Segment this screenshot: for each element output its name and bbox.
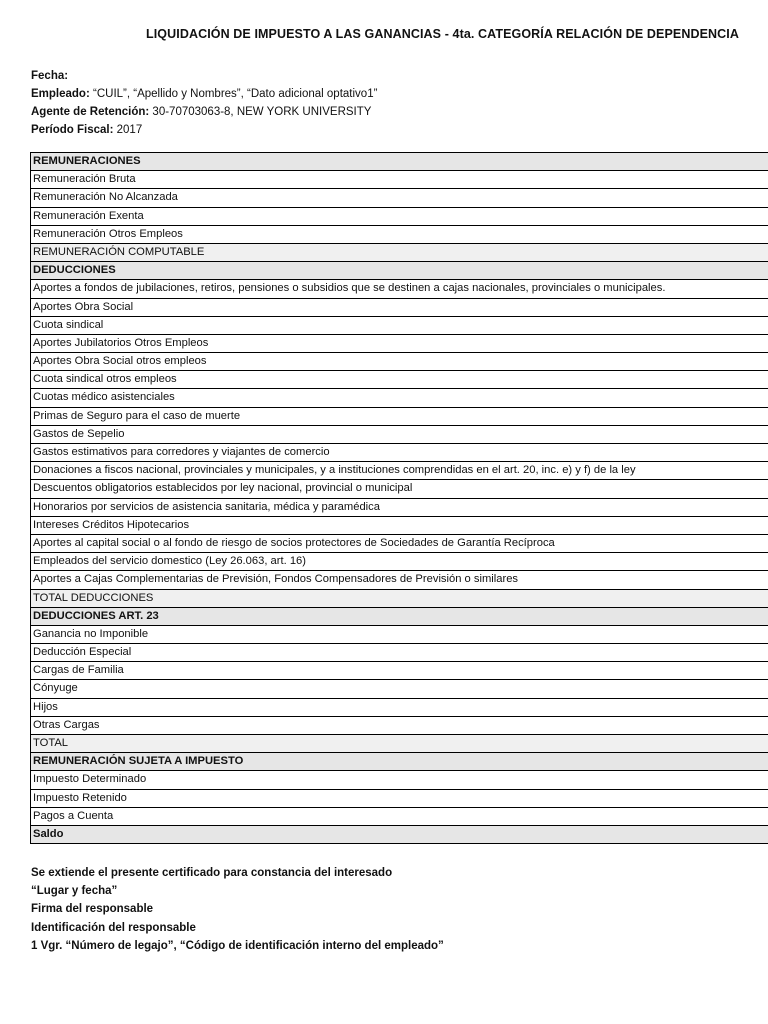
- table-row: Hijos: [30, 699, 768, 717]
- table-row: Empleados del servicio domestico (Ley 26.063, art. 16): [30, 553, 768, 571]
- table-row: Cuota sindical otros empleos: [30, 371, 768, 389]
- liquidation-table: [30, 152, 768, 844]
- table-row: Deducción Especial: [30, 644, 768, 662]
- info-agente: [31, 103, 377, 121]
- table-section-header: DEDUCCIONES ART. 23: [30, 608, 768, 626]
- header-info: [31, 67, 377, 139]
- info-label: Empleado:: [31, 88, 90, 100]
- info-value: 2017: [116, 124, 143, 136]
- footer-line: Se extiende el presente certificado para constancia del interesado: [31, 867, 393, 879]
- table-section-header: REMUNERACIÓN SUJETA A IMPUESTO: [30, 753, 768, 771]
- table-row: Remuneración No Alcanzada: [30, 189, 768, 207]
- footer-line: Firma del responsable: [31, 903, 154, 916]
- table-row: Impuesto Retenido: [30, 790, 768, 808]
- info-value: 30-70703063-8, NEW YORK UNIVERSITY: [152, 106, 372, 118]
- info-fecha: [31, 67, 377, 85]
- info-periodo: [31, 121, 377, 139]
- info-value: “CUIL”, “Apellido y Nombres”, “Dato adicional optativo1”: [93, 88, 378, 100]
- footer-line: 1 Vgr. “Número de legajo”, “Código de identificación interno del empleado”: [31, 939, 444, 952]
- table-row: Aportes a fondos de jubilaciones, retiros, pensiones o subsidios que se destinen a cajas nacionales, provinciales o municipales.: [30, 280, 768, 298]
- table-row: Intereses Créditos Hipotecarios: [30, 517, 768, 535]
- table-row: Remuneración Exenta: [30, 208, 768, 226]
- table-row: Gastos estimativos para corredores y viajantes de comercio: [30, 444, 768, 462]
- table-total-row: TOTAL: [30, 735, 768, 753]
- document-title: LIQUIDACIÓN DE IMPUESTO A LAS GANANCIAS - 4ta. CATEGORÍA RELACIÓN DE DEPENDENCIA: [146, 27, 739, 41]
- table-row: Otras Cargas: [30, 717, 768, 735]
- table-row: Aportes a Cajas Complementarias de Previsión, Fondos Compensadores de Previsión o similares: [30, 571, 768, 589]
- table-row: Honorarios por servicios de asistencia sanitaria, médica y paramédica: [30, 499, 768, 517]
- certificate-footer: [31, 864, 444, 955]
- table-row: Aportes Jubilatorios Otros Empleos: [30, 335, 768, 353]
- table-row: Aportes Obra Social otros empleos: [30, 353, 768, 371]
- table-row: Impuesto Determinado: [30, 771, 768, 789]
- info-label: Agente de Retención:: [31, 106, 150, 118]
- table-total-row: REMUNERACIÓN COMPUTABLE: [30, 244, 768, 262]
- table-row: Remuneración Bruta: [30, 171, 768, 189]
- table-row: Cuota sindical: [30, 317, 768, 335]
- table-row: Cuotas médico asistenciales: [30, 389, 768, 407]
- table-row: Cónyuge: [30, 680, 768, 698]
- table-row: Cargas de Familia: [30, 662, 768, 680]
- table-row: Aportes al capital social o al fondo de riesgo de socios protectores de Sociedades de Garantía Recíproca: [30, 535, 768, 553]
- table-section-header: Saldo: [30, 826, 768, 844]
- table-section-header: DEDUCCIONES: [30, 262, 768, 280]
- table-row: Pagos a Cuenta: [30, 808, 768, 826]
- table-row: Remuneración Otros Empleos: [30, 226, 768, 244]
- table-row: Aportes Obra Social: [30, 299, 768, 317]
- table-row: Gastos de Sepelio: [30, 426, 768, 444]
- table-row: Donaciones a fiscos nacional, provinciales y municipales, y a instituciones comprendidas en el art. 20, inc. e) y f) de la ley: [30, 462, 768, 480]
- table-row: Descuentos obligatorios establecidos por ley nacional, provincial o municipal: [30, 480, 768, 498]
- table-row: Primas de Seguro para el caso de muerte: [30, 408, 768, 426]
- table-section-header: REMUNERACIONES: [30, 153, 768, 171]
- footer-line: Identificación del responsable: [31, 921, 196, 934]
- table-row: Ganancia no Imponible: [30, 626, 768, 644]
- info-label: Período Fiscal:: [31, 124, 114, 136]
- table-total-row: TOTAL DEDUCCIONES: [30, 590, 768, 608]
- info-label: Fecha:: [31, 70, 69, 82]
- footer-line: “Lugar y fecha”: [31, 885, 118, 898]
- info-empleado: [31, 85, 377, 103]
